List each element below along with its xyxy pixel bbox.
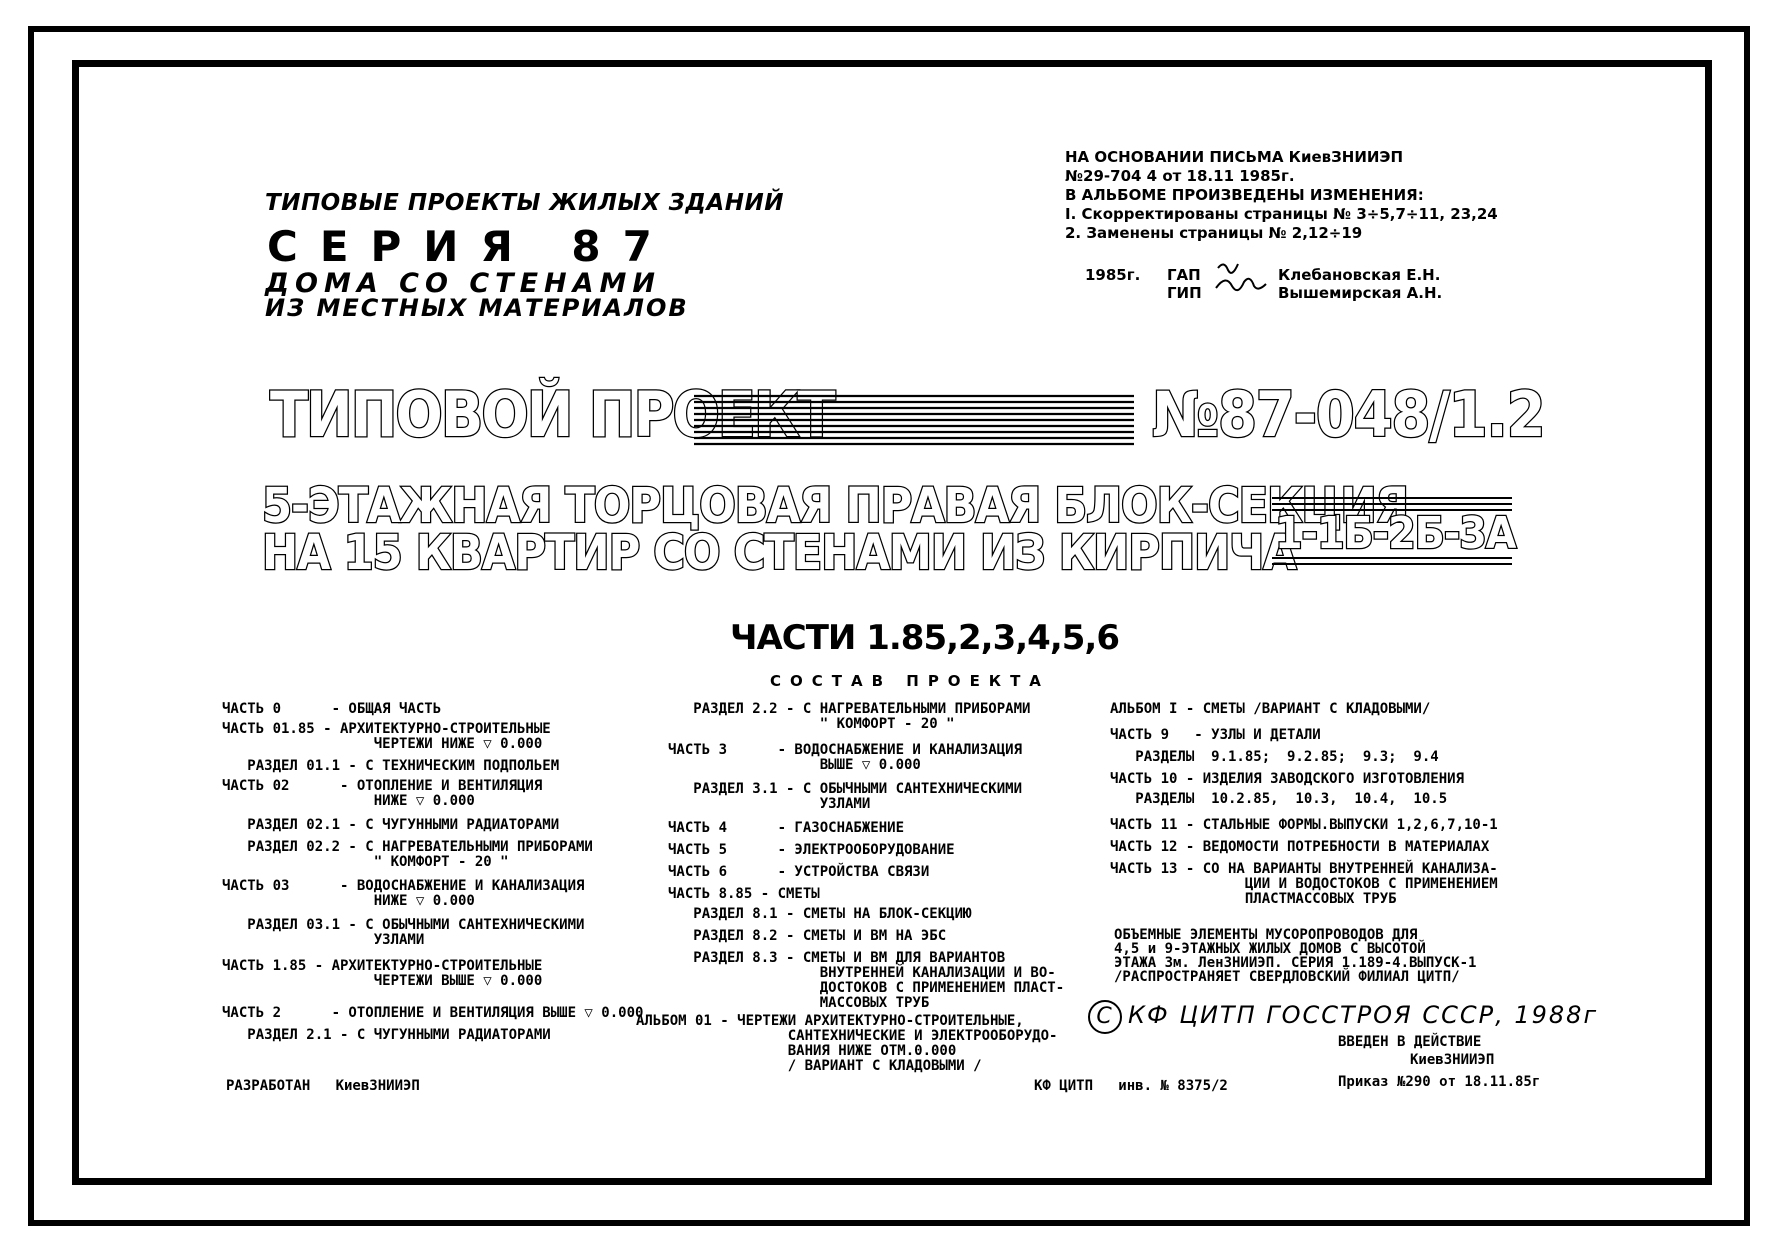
- contents-line: ЧАСТЬ 13 - СО НА ВАРИАНТЫ ВНУТРЕННЕЙ КАНАЛИЗА-: [1110, 861, 1498, 877]
- contents-line: ВНУТРЕННЕЙ КАНАЛИЗАЦИИ И ВО-: [668, 965, 1056, 981]
- contents-line: РАЗДЕЛ 2.1 - С ЧУГУННЫМИ РАДИАТОРАМИ: [222, 1027, 551, 1043]
- contents-line: ЧАСТЬ 3 - ВОДОСНАБЖЕНИЕ И КАНАЛИЗАЦИЯ: [668, 742, 1023, 758]
- contents-line: ЧАСТЬ 03 - ВОДОСНАБЖЕНИЕ И КАНАЛИЗАЦИЯ: [222, 878, 585, 894]
- contents-line: УЗЛАМИ: [668, 796, 871, 812]
- contents-line: РАЗДЕЛЫ 9.1.85; 9.2.85; 9.3; 9.4: [1110, 749, 1439, 765]
- signature-names: [1278, 266, 1442, 302]
- contents-line: ЧЕРТЕЖИ ВЫШЕ ▽ 0.000: [222, 973, 543, 989]
- contents-line: ЧАСТЬ 4 - ГАЗОСНАБЖЕНИЕ: [668, 820, 905, 836]
- project-title-line-1: 5-ЭТАЖНАЯ ТОРЦОВАЯ ПРАВАЯ БЛОК-СЕКЦИЯ: [262, 478, 1408, 534]
- contents-line: / ВАРИАНТ С КЛАДОВЫМИ /: [636, 1058, 982, 1074]
- revision-line: НА ОСНОВАНИИ ПИСЬМА КиевЗНИИЭП: [1065, 148, 1403, 166]
- contents-line: ВЫШЕ ▽ 0.000: [668, 757, 921, 773]
- contents-line: НИЖЕ ▽ 0.000: [222, 793, 475, 809]
- contents-line: РАЗДЕЛ 2.2 - С НАГРЕВАТЕЛЬНЫМИ ПРИБОРАМИ: [668, 701, 1031, 717]
- effective-date-label: ВВЕДЕН В ДЕЙСТВИЕ: [1338, 1034, 1482, 1050]
- note-line: /РАСПРОСТРАНЯЕТ СВЕРДЛОВСКИЙ ФИЛИАЛ ЦИТП/: [1114, 969, 1460, 985]
- copyright-icon: C: [1088, 1000, 1122, 1034]
- contents-line: ДОСТОКОВ С ПРИМЕНЕНИЕМ ПЛАСТ-: [668, 980, 1065, 996]
- contents-line: РАЗДЕЛ 01.1 - С ТЕХНИЧЕСКИМ ПОДПОЛЬЕМ: [222, 758, 560, 774]
- contents-line: МАССОВЫХ ТРУБ: [668, 995, 930, 1011]
- developer: РАЗРАБОТАН КиевЗНИИЭП: [226, 1078, 420, 1094]
- inventory-number: КФ ЦИТП инв. № 8375/2: [1034, 1078, 1228, 1094]
- name-gap: Клебановская Е.Н.: [1278, 266, 1441, 284]
- revision-line: В АЛЬБОМЕ ПРОИЗВЕДЕНЫ ИЗМЕНЕНИЯ:: [1065, 186, 1424, 204]
- note-line: ЭТАЖА 3м. ЛенЗНИИЭП. СЕРИЯ 1.189-4.ВЫПУСК-1: [1114, 955, 1477, 971]
- contents-line: РАЗДЕЛ 3.1 - С ОБЫЧНЫМИ САНТЕХНИЧЕСКИМИ: [668, 781, 1023, 797]
- contents-line: РАЗДЕЛ 8.2 - СМЕТЫ И ВМ НА ЭБС: [668, 928, 947, 944]
- contents-line: ЧАСТЬ 0 - ОБЩАЯ ЧАСТЬ: [222, 701, 442, 717]
- order-reference: Приказ №290 от 18.11.85г: [1338, 1074, 1541, 1090]
- contents-line: ЧАСТЬ 12 - ВЕДОМОСТИ ПОТРЕБНОСТИ В МАТЕРИАЛАХ: [1110, 839, 1490, 855]
- name-gip: Вышемирская А.Н.: [1278, 284, 1443, 302]
- contents-line: АЛЬБОМ I - СМЕТЫ /ВАРИАНТ С КЛАДОВЫМИ/: [1110, 701, 1431, 717]
- handwritten-signature: [1212, 258, 1272, 302]
- contents-line: ЧАСТЬ 9 - УЗЛЫ И ДЕТАЛИ: [1110, 727, 1321, 743]
- effective-by: КиевЗНИИЭП: [1410, 1052, 1495, 1068]
- contents-line: ЧАСТЬ 11 - СТАЛЬНЫЕ ФОРМЫ.ВЫПУСКИ 1,2,6,7,10-1: [1110, 817, 1498, 833]
- contents-line: РАЗДЕЛ 02.2 - С НАГРЕВАТЕЛЬНЫМИ ПРИБОРАМИ: [222, 839, 593, 855]
- contents-line: АЛЬБОМ 01 - ЧЕРТЕЖИ АРХИТЕКТУРНО-СТРОИТЕЛЬНЫЕ,: [636, 1013, 1024, 1029]
- contents-line: УЗЛАМИ: [222, 932, 425, 948]
- revision-line: 2. Заменены страницы № 2,12÷19: [1065, 224, 1363, 242]
- contents-line: РАЗДЕЛЫ 10.2.85, 10.3, 10.4, 10.5: [1110, 791, 1448, 807]
- contents-line: ЧАСТЬ 1.85 - АРХИТЕКТУРНО-СТРОИТЕЛЬНЫЕ: [222, 958, 543, 974]
- note-line: 4,5 и 9-ЭТАЖНЫХ ЖИЛЫХ ДОМОВ С ВЫСОТОЙ: [1114, 941, 1426, 957]
- decorative-rule-lines: [694, 392, 1134, 448]
- contents-left-column: [222, 702, 643, 1043]
- contents-line: РАЗДЕЛ 8.3 - СМЕТЫ И ВМ ДЛЯ ВАРИАНТОВ: [668, 950, 1006, 966]
- contents-line: ЧАСТЬ 10 - ИЗДЕЛИЯ ЗАВОДСКОГО ИЗГОТОВЛЕНИЯ: [1110, 771, 1465, 787]
- contents-right-column: [1110, 702, 1498, 912]
- signature-year: 1985г.: [1085, 266, 1141, 284]
- contents-line: НИЖЕ ▽ 0.000: [222, 893, 475, 909]
- project-title-line-2: НА 15 КВАРТИР СО СТЕНАМИ ИЗ КИРПИЧА: [262, 525, 1296, 581]
- contents-middle-column: [668, 702, 1064, 1011]
- contents-line: ЦИИ И ВОДОСТОКОВ С ПРИМЕНЕНИЕМ: [1110, 876, 1498, 892]
- revision-line: I. Скорректированы страницы № 3÷5,7÷11, 23,24: [1065, 205, 1498, 223]
- contents-line: РАЗДЕЛ 8.1 - СМЕТЫ НА БЛОК-СЕКЦИЮ: [668, 906, 972, 922]
- contents-line: ЧАСТЬ 6 - УСТРОЙСТВА СВЯЗИ: [668, 864, 930, 880]
- signature-roles: [1167, 266, 1202, 302]
- parts-heading: ЧАСТИ 1.85,2,3,4,5,6: [730, 618, 1119, 658]
- album-01-entry: [636, 1014, 1057, 1074]
- project-number: №87-048/1.2: [1152, 378, 1545, 451]
- contents-line: ВАНИЯ НИЖЕ ОТМ.0.000: [636, 1043, 957, 1059]
- contents-line: САНТЕХНИЧЕСКИЕ И ЭЛЕКТРООБОРУДО-: [636, 1028, 1058, 1044]
- composition-heading: СОСТАВ ПРОЕКТА: [770, 672, 1050, 690]
- contents-line: ЧАСТЬ 02 - ОТОПЛЕНИЕ И ВЕНТИЛЯЦИЯ: [222, 778, 543, 794]
- contents-line: ЧЕРТЕЖИ НИЖЕ ▽ 0.000: [222, 736, 543, 752]
- series-name: СЕРИЯ 87: [267, 222, 674, 271]
- apartment-type-code: 1-1Б-2Б-3А: [1275, 508, 1516, 559]
- copyright-stamp: [1088, 1000, 1598, 1034]
- series-heading: ТИПОВЫЕ ПРОЕКТЫ ЖИЛЫХ ЗДАНИЙ: [265, 190, 784, 216]
- contents-line: ЧАСТЬ 5 - ЭЛЕКТРООБОРУДОВАНИЕ: [668, 842, 955, 858]
- contents-line: " КОМФОРТ - 20 ": [668, 716, 955, 732]
- series-subtitle-1: ДОМА СО СТЕНАМИ: [265, 268, 661, 299]
- contents-line: РАЗДЕЛ 02.1 - С ЧУГУННЫМИ РАДИАТОРАМИ: [222, 817, 560, 833]
- stamp-text: КФ ЦИТП ГОССТРОЯ СССР, 1988г: [1128, 1001, 1599, 1029]
- role-gip: ГИП: [1167, 284, 1202, 302]
- contents-line: ЧАСТЬ 01.85 - АРХИТЕКТУРНО-СТРОИТЕЛЬНЫЕ: [222, 721, 551, 737]
- refuse-chute-note: [1114, 928, 1476, 984]
- contents-line: ПЛАСТМАССОВЫХ ТРУБ: [1110, 891, 1397, 907]
- project-label: ТИПОВОЙ ПРОЕКТ: [270, 378, 834, 451]
- contents-line: ЧАСТЬ 2 - ОТОПЛЕНИЕ И ВЕНТИЛЯЦИЯ ВЫШЕ ▽ 0.000: [222, 1005, 644, 1021]
- revision-note: [1065, 148, 1498, 243]
- series-subtitle-2: ИЗ МЕСТНЫХ МАТЕРИАЛОВ: [265, 294, 689, 322]
- revision-line: №29-704 4 от 18.11 1985г.: [1065, 167, 1295, 185]
- note-line: ОБЪЕМНЫЕ ЭЛЕМЕНТЫ МУСОРОПРОВОДОВ ДЛЯ: [1114, 927, 1418, 943]
- contents-line: " КОМФОРТ - 20 ": [222, 854, 509, 870]
- role-gap: ГАП: [1167, 266, 1201, 284]
- contents-line: РАЗДЕЛ 03.1 - С ОБЫЧНЫМИ САНТЕХНИЧЕСКИМИ: [222, 917, 585, 933]
- contents-line: ЧАСТЬ 8.85 - СМЕТЫ: [668, 886, 820, 902]
